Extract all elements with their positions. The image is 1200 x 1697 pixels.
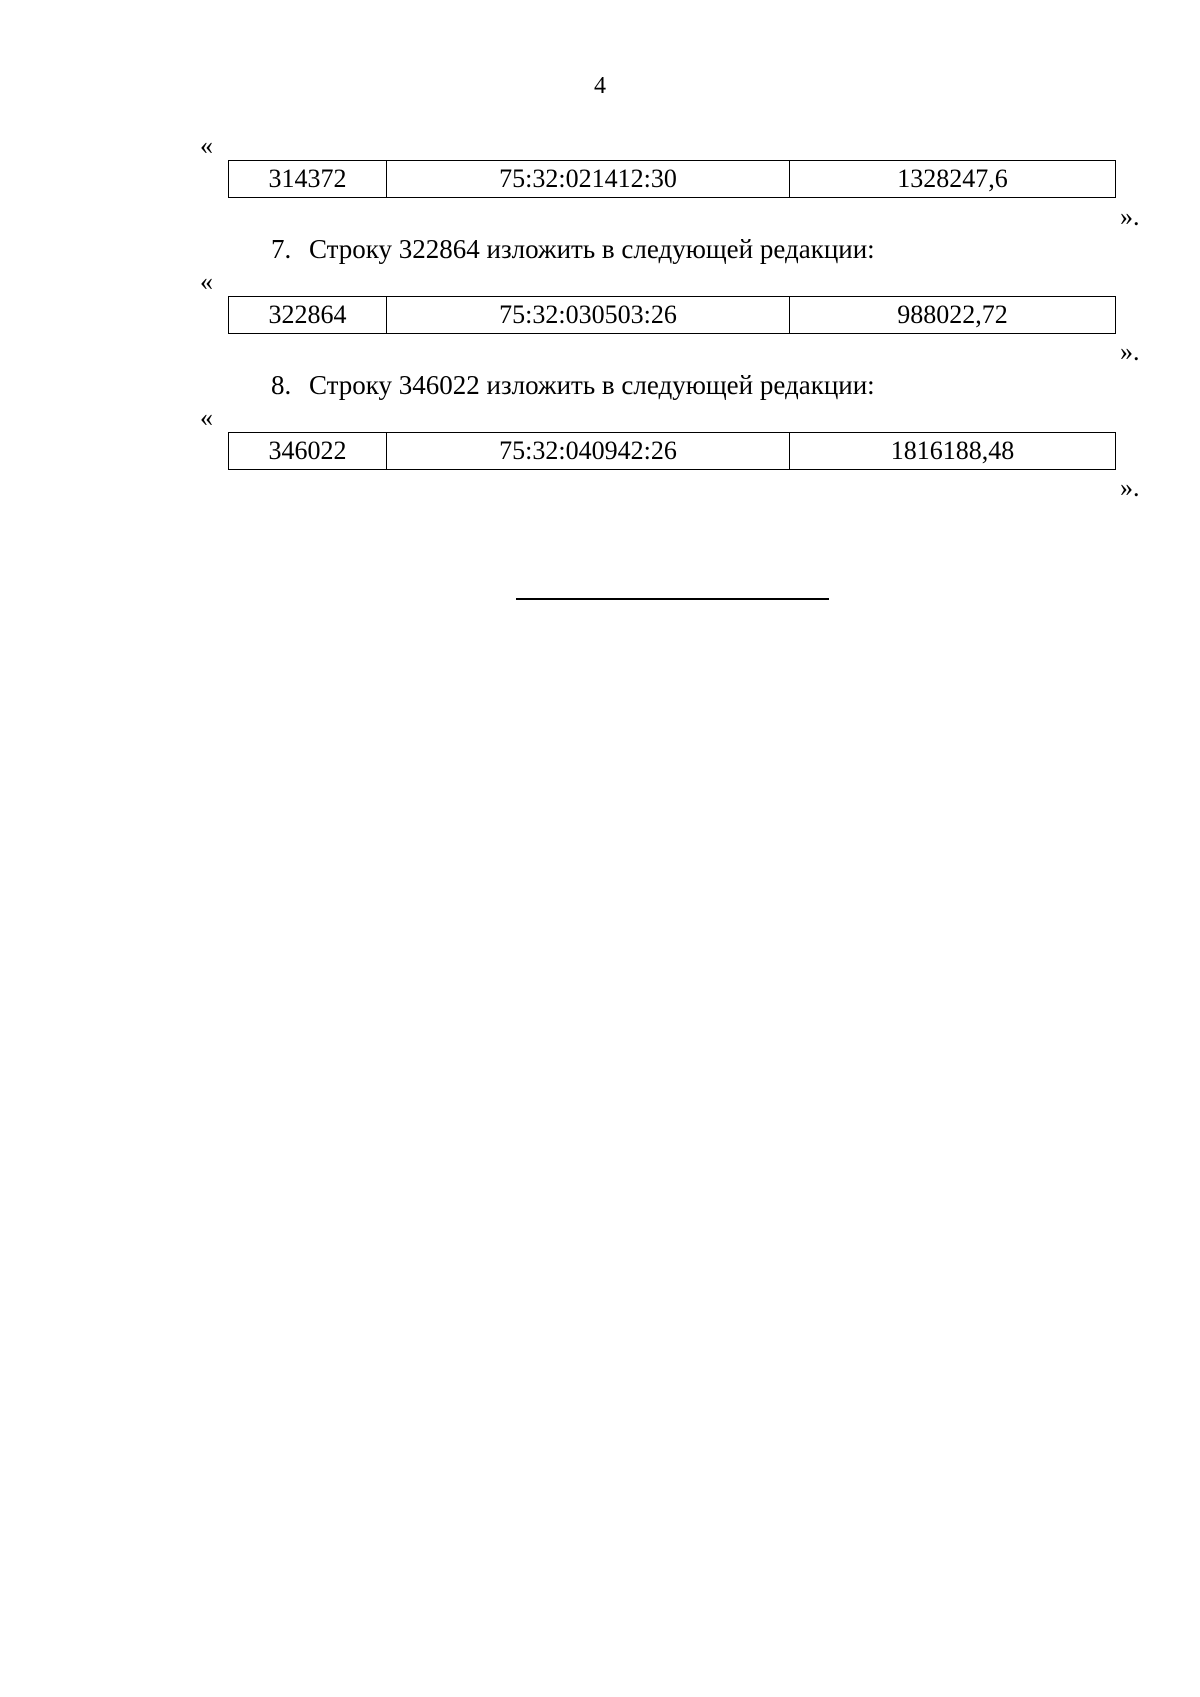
table-row [229, 297, 1116, 334]
quote-open: « [200, 267, 213, 296]
quote-close: ». [1120, 337, 1140, 366]
cadastral-number-cell: 75:32:021412:30 [387, 161, 790, 198]
instruction-item-7 [271, 233, 875, 265]
row-number-cell: 322864 [229, 297, 387, 334]
instruction-text: Строку 346022 изложить в следующей редакции: [309, 370, 875, 400]
table-row [229, 433, 1116, 470]
instruction-number: 7. [271, 234, 292, 264]
quote-close: ». [1120, 473, 1140, 502]
table-row [229, 161, 1116, 198]
value-cell: 1816188,48 [790, 433, 1116, 470]
quote-open: « [200, 131, 213, 160]
row-number-cell: 346022 [229, 433, 387, 470]
cadastral-number-cell: 75:32:040942:26 [387, 433, 790, 470]
row-number-cell: 314372 [229, 161, 387, 198]
instruction-number: 8. [271, 370, 292, 400]
quote-open: « [200, 403, 213, 432]
end-of-document-rule [516, 598, 829, 600]
page-number: 4 [594, 73, 606, 99]
value-cell: 988022,72 [790, 297, 1116, 334]
cadastral-number-cell: 75:32:030503:26 [387, 297, 790, 334]
data-row-table [228, 160, 1116, 198]
data-row-table [228, 432, 1116, 470]
instruction-item-8 [271, 369, 875, 401]
instruction-text: Строку 322864 изложить в следующей редакции: [309, 234, 875, 264]
data-row-table [228, 296, 1116, 334]
value-cell: 1328247,6 [790, 161, 1116, 198]
quote-close: ». [1120, 202, 1140, 231]
